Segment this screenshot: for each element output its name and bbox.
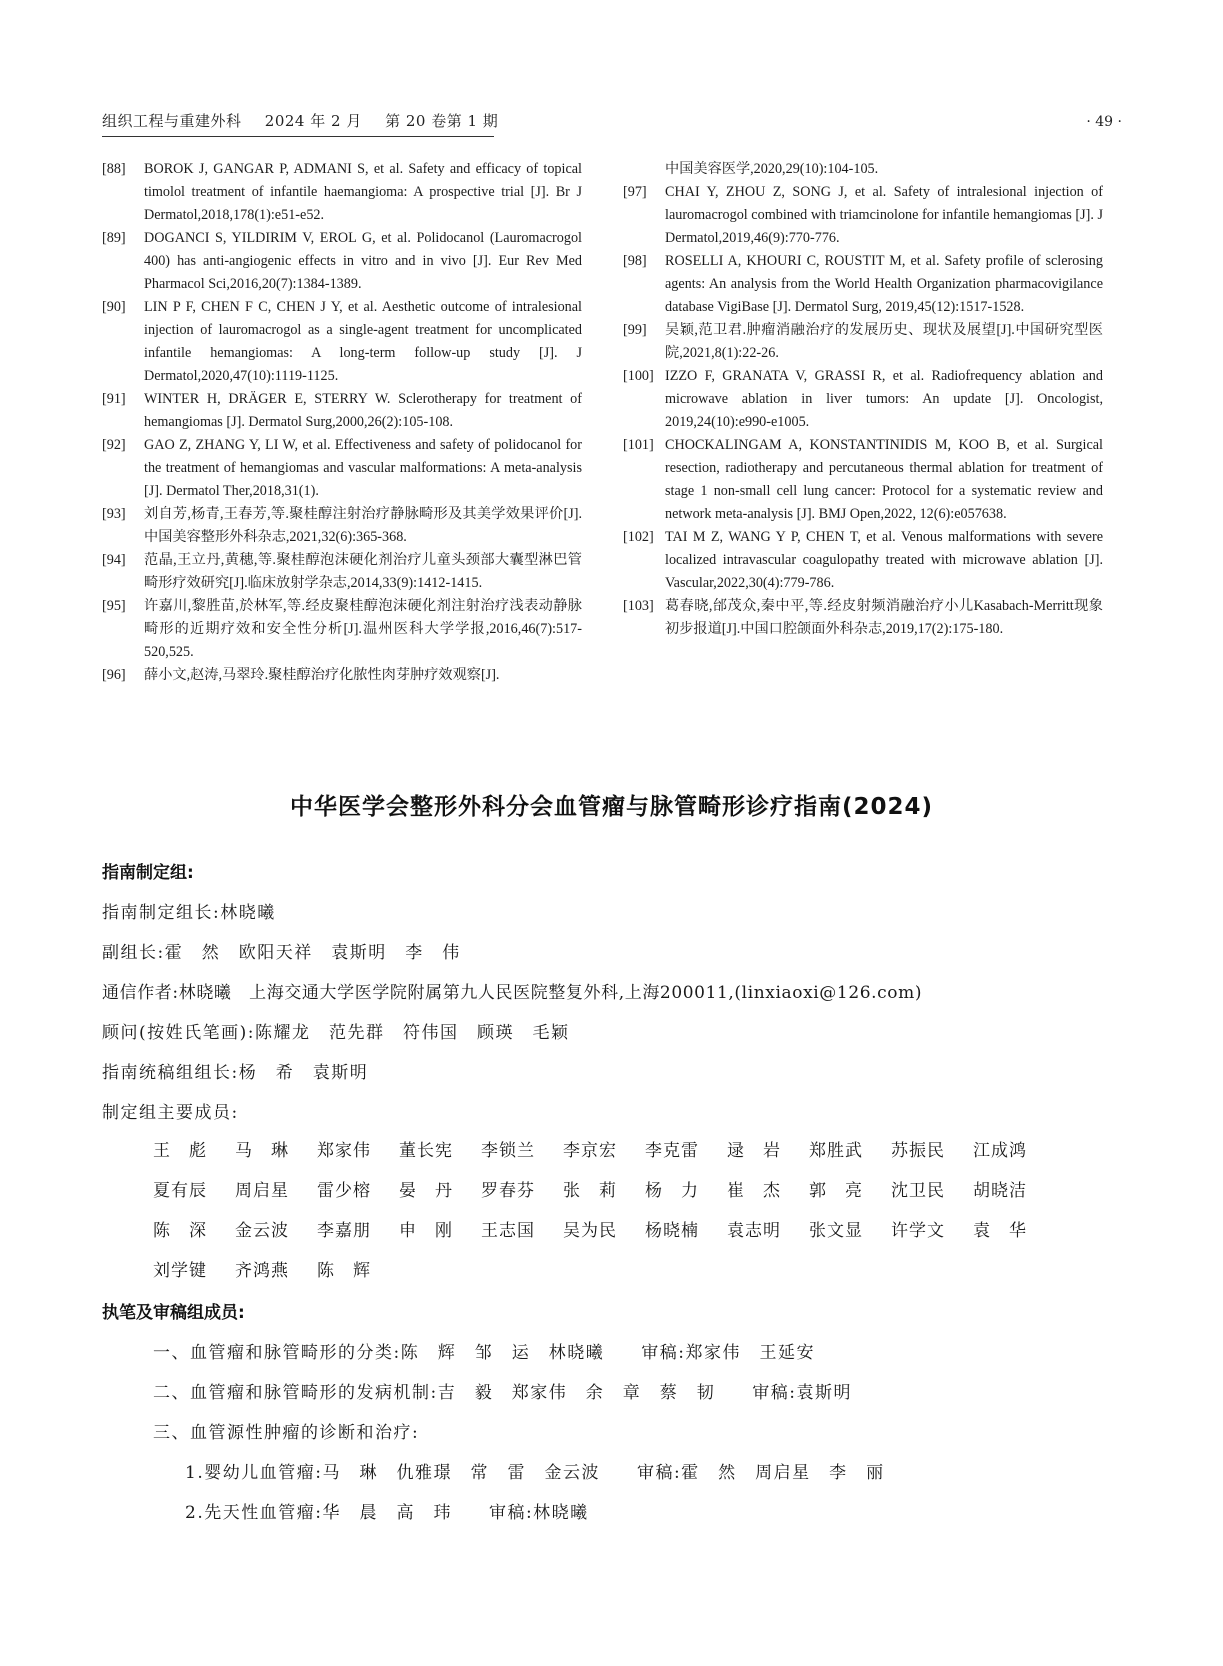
member-name: 张文显 [809, 1221, 863, 1241]
reference-item: [94] 范晶,王立丹,黄穗,等.聚桂醇泡沫硬化剂治疗儿童头颈部大囊型淋巴管畸形疗效研究[J].临床放射学杂志,2014,33(9):1412-1415. [102, 552, 582, 591]
member-name: 晏 丹 [399, 1181, 453, 1201]
running-header [102, 108, 1122, 136]
reference-item: [99] 吴颖,范卫君.肿瘤消融治疗的发展历史、现状及展望[J].中国研究型医院,2021,8(1):22-26. [623, 322, 1103, 361]
journal-name: 组织工程与重建外科 [102, 112, 242, 130]
reference-item: [98] ROSELLI A, KHOURI C, ROUSTIT M, et al. Safety profile of sclerosing agents: An analysis from the World Health Organization pharmacovigilance database VigiBase [J]. Dermatol Surg, 2019,45(12):1517-1528. [623, 253, 1103, 315]
reference-item: [95] 许嘉川,黎胜苗,於林军,等.经皮聚桂醇泡沫硬化剂注射治疗浅表动静脉畸形的近期疗效和安全性分析[J].温州医科大学学报,2016,46(7):517-520,525. [102, 598, 582, 660]
member-name: 江成鸿 [973, 1141, 1027, 1161]
member-name: 沈卫民 [891, 1181, 945, 1201]
member-name: 李锁兰 [481, 1141, 535, 1161]
members-row [153, 1176, 1093, 1201]
reference-item: [100] IZZO F, GRANATA V, GRASSI R, et al. Radiofrequency ablation and microwave ablation in liver tumors: An update [J]. Oncologist, 2019,24(10):e990-e1005. [623, 368, 1103, 430]
reference-item: [101] CHOCKALINGAM A, KONSTANTINIDIS M, KOO B, et al. Surgical resection, radiotherapy and percutaneous thermal ablation for treatment of stage 1 non-small cell lung cancer: Protocol for a systematic review and network meta-analysis [J]. BMJ Open,2022, 12(6):e057638. [623, 437, 1103, 522]
reference-item: [92] GAO Z, ZHANG Y, LI W, et al. Effectiveness and safety of polidocanol for the treatment of hemangiomas and vascular malformations: A meta-analysis [J]. Dermatol Ther,2018,31(1). [102, 437, 582, 499]
reference-item-continued: 中国美容医学,2020,29(10):104-105. [665, 161, 879, 177]
member-name: 周启星 [235, 1181, 289, 1201]
reference-item: [97] CHAI Y, ZHOU Z, SONG J, et al. Safety of intralesional injection of lauromacrogol combined with triamcinolone for infantile hemangiomas [J]. J Dermatol,2019,46(9):770-776. [623, 184, 1103, 246]
writers-heading: 执笔及审稿组成员: [102, 1303, 245, 1323]
guideline-title: 中华医学会整形外科分会血管瘤与脉管畸形诊疗指南(2024) [289, 794, 934, 820]
member-name: 申 刚 [399, 1221, 453, 1241]
member-name: 金云波 [235, 1221, 289, 1241]
member-name: 夏有辰 [153, 1181, 207, 1201]
reference-item: [96] 薛小文,赵涛,马翠玲.聚桂醇治疗化脓性肉芽肿疗效观察[J]. [102, 667, 500, 683]
member-name: 胡晓洁 [973, 1181, 1027, 1201]
member-name: 杨晓楠 [645, 1221, 699, 1241]
member-name: 罗春芬 [481, 1181, 535, 1201]
drafting-coordinator: 指南统稿组组长:杨 希 袁斯明 [102, 1063, 369, 1083]
writers-line: 三、血管源性肿瘤的诊断和治疗: [153, 1423, 420, 1443]
reference-item: [102] TAI M Z, WANG Y P, CHEN T, et al. Venous malformations with severe localized intravascular coagulopathy treated with microwave ablation [J]. Vascular,2022,30(4):779-786. [623, 529, 1103, 591]
member-name: 袁志明 [727, 1221, 781, 1241]
member-name: 杨 力 [645, 1181, 699, 1201]
members-row [153, 1216, 1093, 1241]
journal-info [102, 110, 516, 131]
member-name: 许学文 [891, 1221, 945, 1241]
member-name: 李京宏 [563, 1141, 617, 1161]
page-number: · 49 · [1086, 114, 1122, 130]
reference-item: [90] LIN P F, CHEN F C, CHEN J Y, et al. Aesthetic outcome of intralesional injection of lauromacrogol as a single-agent treatment for uncomplicated infantile hemangiomas: A long-term follow-up study [J]. J Dermatol,2020,47(10):1119-1125. [102, 299, 582, 384]
volume-issue: 第 20 卷第 1 期 [385, 112, 499, 130]
writers-subline: 2.先天性血管瘤:华 晨 高 玮 审稿:林晓曦 [185, 1503, 589, 1523]
writers-line: 一、血管瘤和脉管畸形的分类:陈 辉 邹 运 林晓曦 审稿:郑家伟 王延安 [153, 1343, 815, 1363]
reference-item: [103] 葛春晓,邰茂众,秦中平,等.经皮射频消融治疗小儿Kasabach-Merritt现象初步报道[J].中国口腔颌面外科杂志,2019,17(2):175-180. [623, 598, 1103, 637]
member-name: 雷少榕 [317, 1181, 371, 1201]
member-name: 刘学键 [153, 1261, 207, 1281]
reference-item: [93] 刘自芳,杨青,王春芳,等.聚桂醇注射治疗静脉畸形及其美学效果评价[J].中国美容整形外科杂志,2021,32(6):365-368. [102, 506, 582, 545]
advisors: 顾问(按姓氏笔画):陈耀龙 范先群 符伟国 顾瑛 毛颖 [102, 1023, 570, 1043]
member-name: 张 莉 [563, 1181, 617, 1201]
reference-item: [89] DOGANCI S, YILDIRIM V, EROL G, et al. Polidocanol (Lauromacrogol 400) has anti-angiogenic effects in vitro and in vivo [J]. Eur Rev Med Pharmacol Sci,2016,20(7):1384-1389. [102, 230, 582, 292]
member-name: 李克雷 [645, 1141, 699, 1161]
group-leader: 指南制定组长:林晓曦 [102, 903, 276, 923]
issue-date: 2024 年 2 月 [264, 112, 362, 130]
guideline-group-heading: 指南制定组: [102, 863, 194, 883]
member-name: 苏振民 [891, 1141, 945, 1161]
reference-item: [88] BOROK J, GANGAR P, ADMANI S, et al. Safety and efficacy of topical timolol treatment of infantile haemangioma: A prospective trial [J]. Br J Dermatol,2018,178(1):e51-e52. [102, 161, 582, 223]
member-name: 王 彪 [153, 1141, 207, 1161]
members-label: 制定组主要成员: [102, 1103, 239, 1123]
references-left-column [102, 158, 582, 687]
members-row [153, 1136, 1093, 1161]
member-name: 郭 亮 [809, 1181, 863, 1201]
member-name: 李嘉朋 [317, 1221, 371, 1241]
member-name: 袁 华 [973, 1221, 1027, 1241]
writers-subline: 1.婴幼儿血管瘤:马 琳 仇雅璟 常 雷 金云波 审稿:霍 然 周启星 李 丽 [185, 1463, 885, 1483]
corresponding-author: 通信作者:林晓曦 上海交通大学医学院附属第九人民医院整复外科,上海200011,(linxiaoxi@126.com) [102, 983, 923, 1003]
writers-line: 二、血管瘤和脉管畸形的发病机制:吉 毅 郑家伟 余 章 蔡 韧 审稿:袁斯明 [153, 1383, 852, 1403]
member-name: 马 琳 [235, 1141, 289, 1161]
member-name: 齐鸿燕 [235, 1261, 289, 1281]
members-row [153, 1256, 1093, 1281]
member-name: 逯 岩 [727, 1141, 781, 1161]
member-name: 崔 杰 [727, 1181, 781, 1201]
member-name: 陈 深 [153, 1221, 207, 1241]
member-name: 董长宪 [399, 1141, 453, 1161]
member-name: 王志国 [481, 1221, 535, 1241]
member-name: 郑胜武 [809, 1141, 863, 1161]
deputy-leaders: 副组长:霍 然 欧阳天祥 袁斯明 李 伟 [102, 943, 461, 963]
member-name: 陈 辉 [317, 1261, 371, 1281]
reference-item: [91] WINTER H, DRÄGER E, STERRY W. Sclerotherapy for treatment of hemangiomas [J]. Dermatol Surg,2000,26(2):105-108. [102, 391, 582, 430]
header-rule [102, 136, 494, 137]
references-right-column [623, 158, 1103, 641]
member-name: 吴为民 [563, 1221, 617, 1241]
member-name: 郑家伟 [317, 1141, 371, 1161]
